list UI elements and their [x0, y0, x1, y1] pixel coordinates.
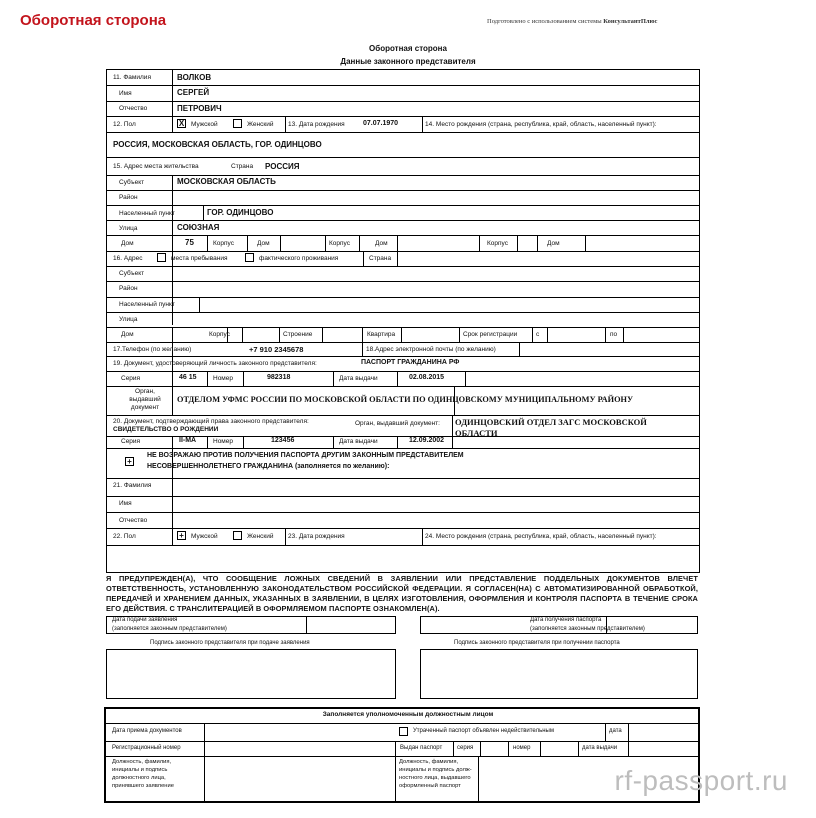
rep2-patronymic-label: Отчество	[119, 517, 148, 524]
id-number-label: Номер	[213, 375, 234, 382]
rights-date-value[interactable]: 12.09.2002	[409, 437, 445, 444]
lost-passport-checkbox[interactable]	[399, 727, 408, 736]
source-prefix: Подготовлено с использованием системы	[487, 18, 602, 25]
rep2-name-label: Имя	[119, 500, 132, 507]
stay-locality-label: Населенный пункт	[119, 301, 175, 308]
rep2-birthplace-label: 24. Место рождения (страна, республика, край, область, населенный пункт):	[425, 533, 657, 540]
id-issuer-value[interactable]: ОТДЕЛОМ УФМС РОССИИ ПО МОСКОВСКОЙ ОБЛАСТИ ПО ОДИНЦОВСКОМУ МУНИЦИПАЛЬНОМУ РАЙОНУ	[177, 395, 634, 404]
rights-series-value[interactable]: II-МА	[179, 437, 197, 444]
name-label: Имя	[119, 90, 132, 97]
rights-number-value[interactable]: 123456	[271, 437, 295, 444]
issued-number-label: номер	[513, 745, 531, 751]
rights-doc-label: 20. Документ, подтверждающий права законного представителя:	[113, 418, 309, 425]
accepted-by-line1: Должность, фамилия,	[112, 759, 172, 765]
sign-receive-box[interactable]	[420, 649, 698, 699]
reg-from-label: с	[536, 331, 540, 338]
rights-issuer-label: Орган, выдавший документ:	[355, 420, 440, 427]
reg-number-label: Регистрационный номер	[112, 745, 181, 751]
consent-checkbox[interactable]: +	[125, 457, 134, 466]
id-doc-value[interactable]: ПАСПОРТ ГРАЖДАНИНА РФ	[361, 359, 460, 366]
phone-value[interactable]: +7 910 2345678	[249, 345, 304, 354]
side-title: Оборотная сторона	[20, 12, 167, 29]
residence-house-value[interactable]: 75	[185, 238, 194, 247]
sign-submit-box[interactable]	[106, 649, 396, 699]
rights-number-label: Номер	[213, 438, 234, 445]
consent-line1: НЕ ВОЗРАЖАЮ ПРОТИВ ПОЛУЧЕНИЯ ПАСПОРТА ДРУГИМ ЗАКОННЫМ ПРЕДСТАВИТЕЛЕМ	[147, 452, 464, 459]
id-doc-label: 19. Документ, удостоверяющий личность законного представителя:	[113, 360, 317, 367]
liability-warning: Я ПРЕДУПРЕЖДЕН(А), ЧТО СООБЩЕНИЕ ЛОЖНЫХ СВЕДЕНИЙ В ЗАЯВЛЕНИИ ИЛИ ПРЕДСТАВЛЕНИЕ ПОДДЕЛЬНЫХ ДОКУМЕНТОВ ВЛЕЧЕТ ОТВЕТСТВЕННОСТЬ, УСТАНОВЛЕННУЮ ЗАКОНОДАТЕЛЬСТВОМ РОССИЙСКОЙ ФЕДЕРАЦИИ. Я СОГЛАСЕН(НА) С АВТОМАТИЗИРОВАННОЙ ОБРАБОТКОЙ, ПЕРЕДАЧЕЙ И ХРАНЕНИЕМ ДАННЫХ, УКАЗАННЫХ В ЗАЯВЛЕНИИ, В ЦЕЛЯХ ИЗГОТОВЛЕНИЯ, ОФОРМЛЕНИЯ И КОНТРОЛЯ ПАСПОРТА В ТЕЧЕНИЕ СРОКА ЕГО ДЕЙСТВИЯ. С ТРАНСЛИТЕРАЦИЕЙ В ОФОРМЛЯЕМОМ ПАСПОРТЕ ОЗНАКОМЛЕН(А).	[106, 574, 698, 613]
rep2-sex-label: 22. Пол	[113, 533, 136, 540]
submit-date-label: Дата подачи заявления	[112, 617, 178, 623]
rep2-female-checkbox[interactable]	[233, 531, 242, 540]
id-series-label: Серия	[121, 375, 141, 382]
submit-date-note: (заполняется законным представителем)	[112, 626, 227, 632]
residence-house-label-2: Дом	[257, 240, 270, 247]
rights-issuer-line2[interactable]: ОБЛАСТИ	[455, 428, 498, 438]
surname-label: 11. Фамилия	[113, 74, 151, 81]
lost-date-label: дата	[609, 728, 622, 734]
issued-passport-label: Выдан паспорт	[400, 745, 443, 751]
receive-date-note: (заполняется законным представителем)	[530, 626, 645, 632]
stay-district-label: Район	[119, 285, 138, 292]
issued-date-label: дата выдачи	[582, 745, 618, 751]
rep2-male-label: Мужской	[191, 533, 218, 540]
actual-residence-checkbox[interactable]	[245, 253, 254, 262]
consent-line2: НЕСОВЕРШЕННОЛЕТНЕГО ГРАЖДАНИНА (заполняется по желанию):	[147, 463, 390, 470]
sign-receive-label: Подпись законного представителя при получении паспорта	[454, 640, 620, 646]
rights-doc-value[interactable]: СВИДЕТЕЛЬСТВО О РОЖДЕНИИ	[113, 426, 219, 433]
rights-issuer-line1[interactable]: ОДИНЦОВСКИЙ ОТДЕЛ ЗАГС МОСКОВСКОЙ	[455, 417, 647, 427]
stay-label: места пребывания	[171, 255, 228, 262]
surname-value[interactable]: ВОЛКОВ	[177, 73, 212, 82]
residence-country-label: Страна	[231, 163, 254, 170]
residence-house-label-4: Дом	[547, 240, 560, 247]
stay-block-label: Корпус	[209, 331, 230, 338]
residence-block-label-2: Корпус	[329, 240, 350, 247]
accept-date-label: Дата приема документов	[112, 728, 182, 734]
rights-series-label: Серия	[121, 438, 141, 445]
representative-form	[106, 69, 700, 573]
birthdate-value[interactable]: 07.07.1970	[363, 120, 399, 127]
id-date-label: Дата выдачи	[339, 375, 378, 382]
id-series-value[interactable]: 46 15	[179, 374, 197, 381]
issued-by-line1: Должность, фамилия,	[399, 759, 459, 765]
residence-block-label: Корпус	[213, 240, 234, 247]
stay-country-label: Страна	[369, 255, 392, 262]
reg-to-label: по	[610, 331, 618, 338]
rep2-male-checkbox[interactable]: +	[177, 531, 186, 540]
residence-house-label: Дом	[121, 240, 134, 247]
male-label: Мужской	[191, 121, 218, 128]
accepted-by-line3: должностного лица,	[112, 775, 166, 781]
accepted-by-line4: принявшего заявление	[112, 783, 174, 789]
reg-term-label: Срок регистрации	[463, 331, 518, 338]
id-number-value[interactable]: 982318	[267, 374, 291, 381]
sign-submit-label: Подпись законного представителя при подаче заявления	[150, 640, 310, 646]
stay-address-label: 16. Адрес	[113, 255, 143, 262]
rights-date-label: Дата выдачи	[339, 438, 378, 445]
stay-subject-label: Субъект	[119, 270, 145, 277]
residence-country-value[interactable]: РОССИЯ	[265, 162, 300, 171]
source-brand: КонсультантПлюс	[603, 18, 658, 25]
birthplace-value[interactable]: РОССИЯ, МОСКОВСКАЯ ОБЛАСТЬ, ГОР. ОДИНЦОВО	[113, 140, 322, 149]
issued-by-line2: инициалы и подпись долж-	[399, 767, 472, 773]
actual-residence-label: фактического проживания	[259, 255, 339, 262]
stay-street-label: Улица	[119, 316, 138, 323]
id-issuer-label: Орган, выдавший документ	[129, 388, 161, 411]
issued-by-line4: оформленный паспорт	[399, 783, 461, 789]
female-checkbox[interactable]	[233, 119, 242, 128]
residence-subject-value[interactable]: МОСКОВСКАЯ ОБЛАСТЬ	[177, 177, 276, 186]
watermark: rf-passport.ru	[614, 765, 788, 796]
lost-passport-label: Утраченный паспорт объявлен недействительным	[413, 728, 554, 734]
rep2-female-label: Женский	[247, 533, 274, 540]
residence-locality-value[interactable]: ГОР. ОДИНЦОВО	[207, 208, 274, 217]
stay-apartment-label: Квартира	[367, 331, 396, 338]
stay-house-label: Дом	[121, 331, 134, 338]
residence-locality-label: Населенный пункт	[119, 210, 175, 217]
stay-checkbox[interactable]	[157, 253, 166, 262]
patronymic-label: Отчество	[119, 105, 148, 112]
residence-house-label-3: Дом	[375, 240, 388, 247]
phone-label: 17.Телефон (по желанию)	[113, 346, 192, 353]
id-date-value[interactable]: 02.08.2015	[409, 374, 445, 381]
issued-by-line3: ностного лица, выдавшего	[399, 775, 471, 781]
residence-subject-label: Субъект	[119, 179, 145, 186]
form-subtitle: Данные законного представителя	[340, 57, 476, 66]
female-label: Женский	[247, 121, 274, 128]
receive-date-label: Дата получения паспорта	[530, 617, 602, 623]
residence-street-value[interactable]: СОЮЗНАЯ	[177, 223, 220, 232]
birthplace-label: 14. Место рождения (страна, республика, край, область, населенный пункт):	[425, 121, 657, 128]
name-value[interactable]: СЕРГЕЙ	[177, 88, 210, 97]
male-checkbox[interactable]: X	[178, 119, 185, 128]
issued-series-label: серия	[457, 745, 474, 751]
source-note	[487, 18, 657, 25]
form-title: Оборотная сторона	[369, 44, 447, 53]
sex-label: 12. Пол	[113, 121, 136, 128]
residence-street-label: Улица	[119, 225, 138, 232]
email-label: 18.Адрес электронной почты (по желанию)	[366, 346, 496, 353]
rep2-birthdate-label: 23. Дата рождения	[288, 533, 345, 540]
birthdate-label: 13. Дата рождения	[288, 121, 345, 128]
patronymic-value[interactable]: ПЕТРОВИЧ	[177, 104, 222, 113]
residence-district-label: Район	[119, 194, 138, 201]
accepted-by-line2: инициалы и подпись	[112, 767, 168, 773]
residence-address-label: 15. Адрес места жительства	[113, 163, 199, 170]
rep2-surname-label: 21. Фамилия	[113, 482, 152, 489]
residence-block-label-3: Корпус	[487, 240, 508, 247]
stay-building-label: Строение	[283, 331, 313, 338]
official-title: Заполняется уполномоченным должностным лицом	[322, 711, 494, 718]
